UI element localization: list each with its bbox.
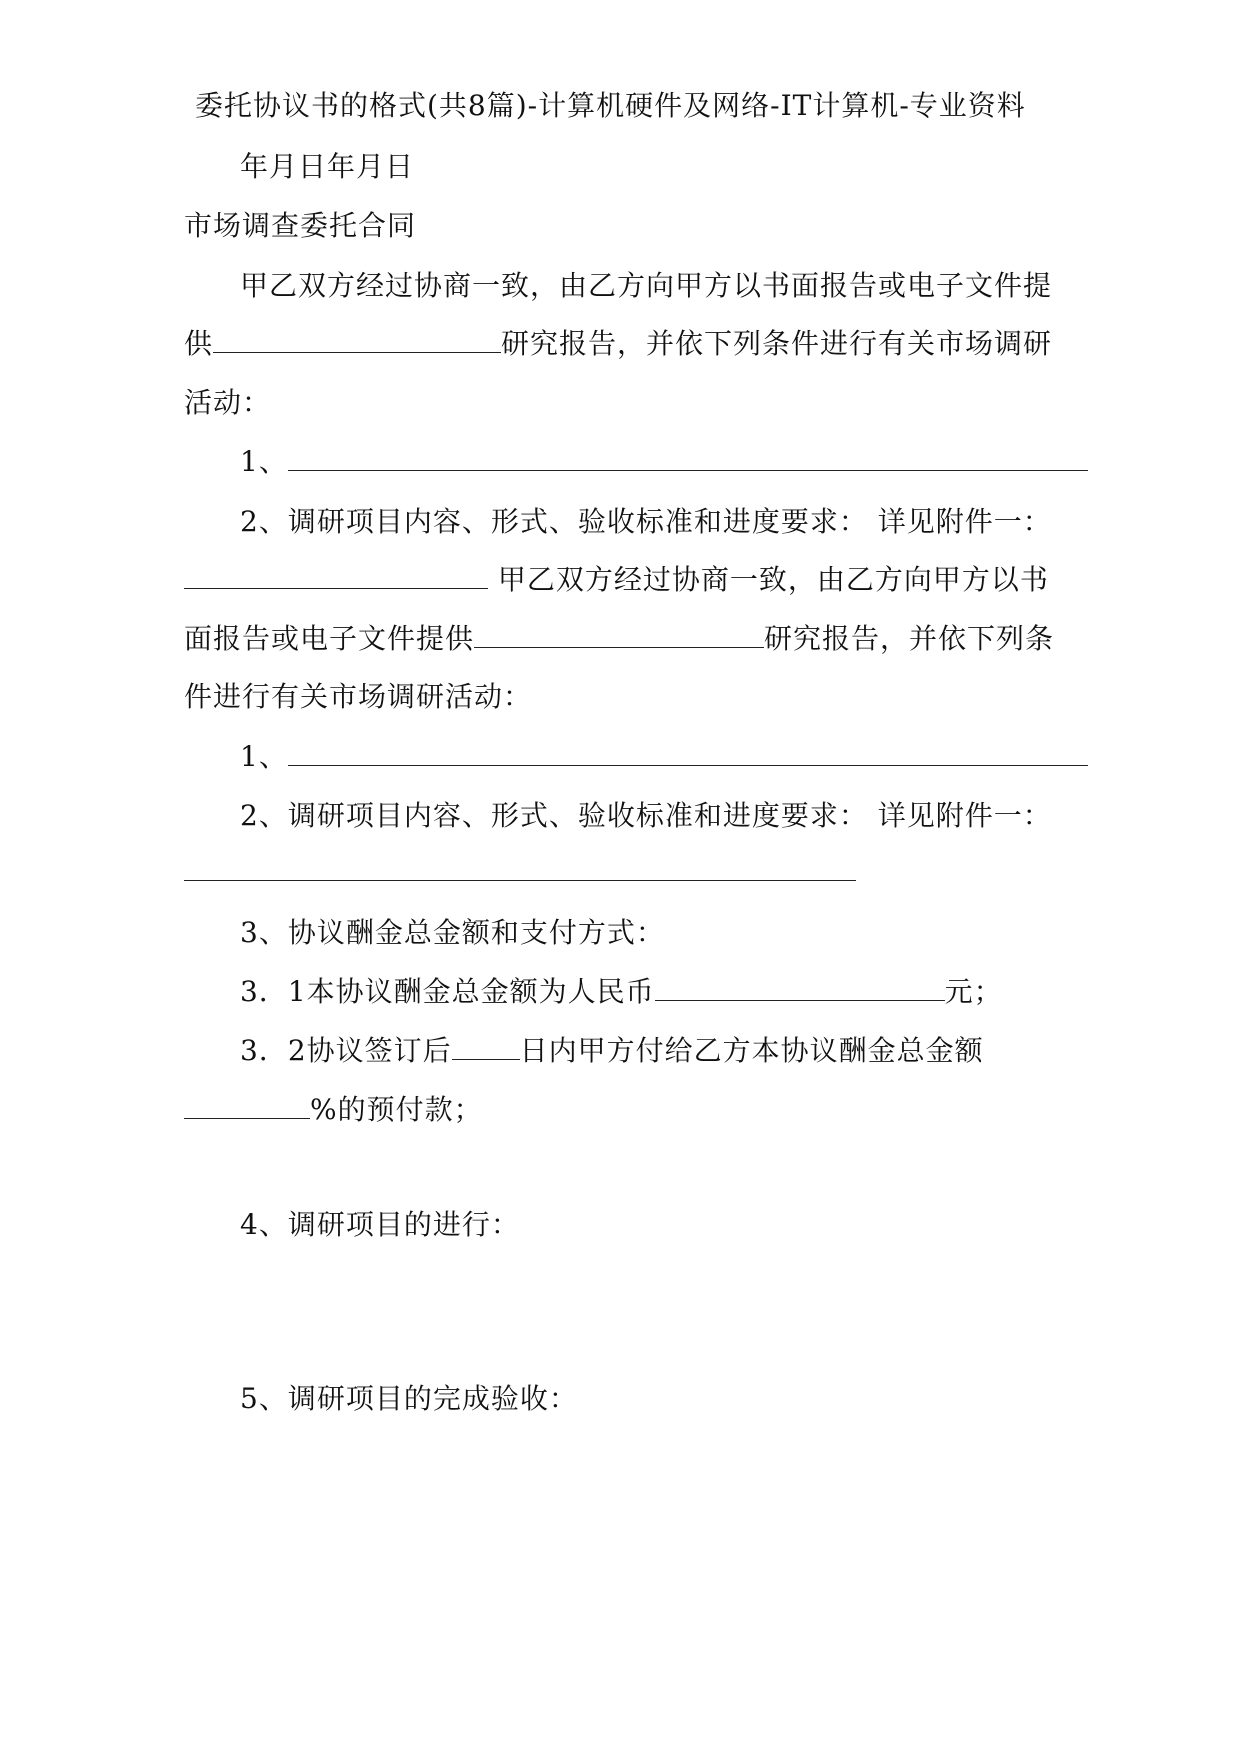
item-1-first	[240, 442, 1088, 482]
item-3-2-text-b: 日内甲方付给乙方本协议酬金总金额	[519, 1034, 984, 1067]
contract-heading: 市场调查委托合同	[184, 209, 417, 242]
attachment-blank-line	[184, 852, 856, 892]
item-3-2	[240, 1031, 984, 1071]
paragraph-2-line-1	[184, 560, 1049, 600]
paragraph-2-line-3: 件进行有关市场调研活动：	[184, 680, 533, 713]
paragraph-1-text-b: 研究报告，并依下列条件进行有关市场调研	[501, 327, 1053, 360]
paragraph-2-text-c: 研究报告，并依下列条	[764, 622, 1055, 655]
fill-blank-amount	[655, 972, 945, 1001]
item-3-1	[240, 972, 1003, 1012]
fill-blank-item-1	[288, 442, 1088, 471]
item-1-second	[240, 737, 1088, 777]
paragraph-1-line-2	[184, 324, 1052, 364]
fill-blank-days	[452, 1031, 520, 1060]
paragraph-2-text-a: 甲乙双方经过协商一致，由乙方向甲方以书	[497, 563, 1049, 596]
item-1-number: 1、	[240, 445, 288, 478]
fill-blank-item-1-2	[288, 737, 1088, 766]
item-3-2-text-c: %的预付款；	[310, 1093, 483, 1126]
fill-blank-report-name	[213, 324, 501, 353]
item-3-1-text-b: 元；	[944, 975, 1003, 1008]
item-1-number-2: 1、	[240, 740, 288, 773]
item-5: 5、调研项目的完成验收：	[240, 1382, 578, 1415]
item-3: 3、协议酬金总金额和支付方式：	[240, 916, 665, 949]
fill-blank-percent	[184, 1090, 310, 1119]
fill-blank-report-name-2	[474, 619, 764, 648]
fill-blank-attachment-2	[184, 852, 856, 881]
fill-blank-attachment	[184, 560, 488, 589]
paragraph-1-line-3: 活动：	[184, 386, 272, 419]
paragraph-2-text-b: 面报告或电子文件提供	[184, 622, 475, 655]
item-3-2-continued	[184, 1090, 483, 1130]
item-3-2-text-a: 3．2协议签订后	[240, 1034, 452, 1067]
item-2-second: 2、调研项目内容、形式、验收标准和进度要求： 详见附件一：	[240, 799, 1052, 832]
paragraph-1-text-a: 供	[184, 327, 214, 360]
item-3-1-text-a: 3．1本协议酬金总金额为人民币	[240, 975, 655, 1008]
item-4: 4、调研项目的进行：	[240, 1208, 520, 1241]
item-2-first: 2、调研项目内容、形式、验收标准和进度要求： 详见附件一：	[240, 505, 1052, 538]
paragraph-2-line-2	[184, 619, 1054, 659]
document-title: 委托协议书的格式(共8篇)-计算机硬件及网络-IT计算机-专业资料	[195, 89, 1026, 122]
paragraph-1-line-1: 甲乙双方经过协商一致，由乙方向甲方以书面报告或电子文件提	[240, 269, 1053, 302]
date-line: 年月日年月日	[240, 150, 415, 183]
